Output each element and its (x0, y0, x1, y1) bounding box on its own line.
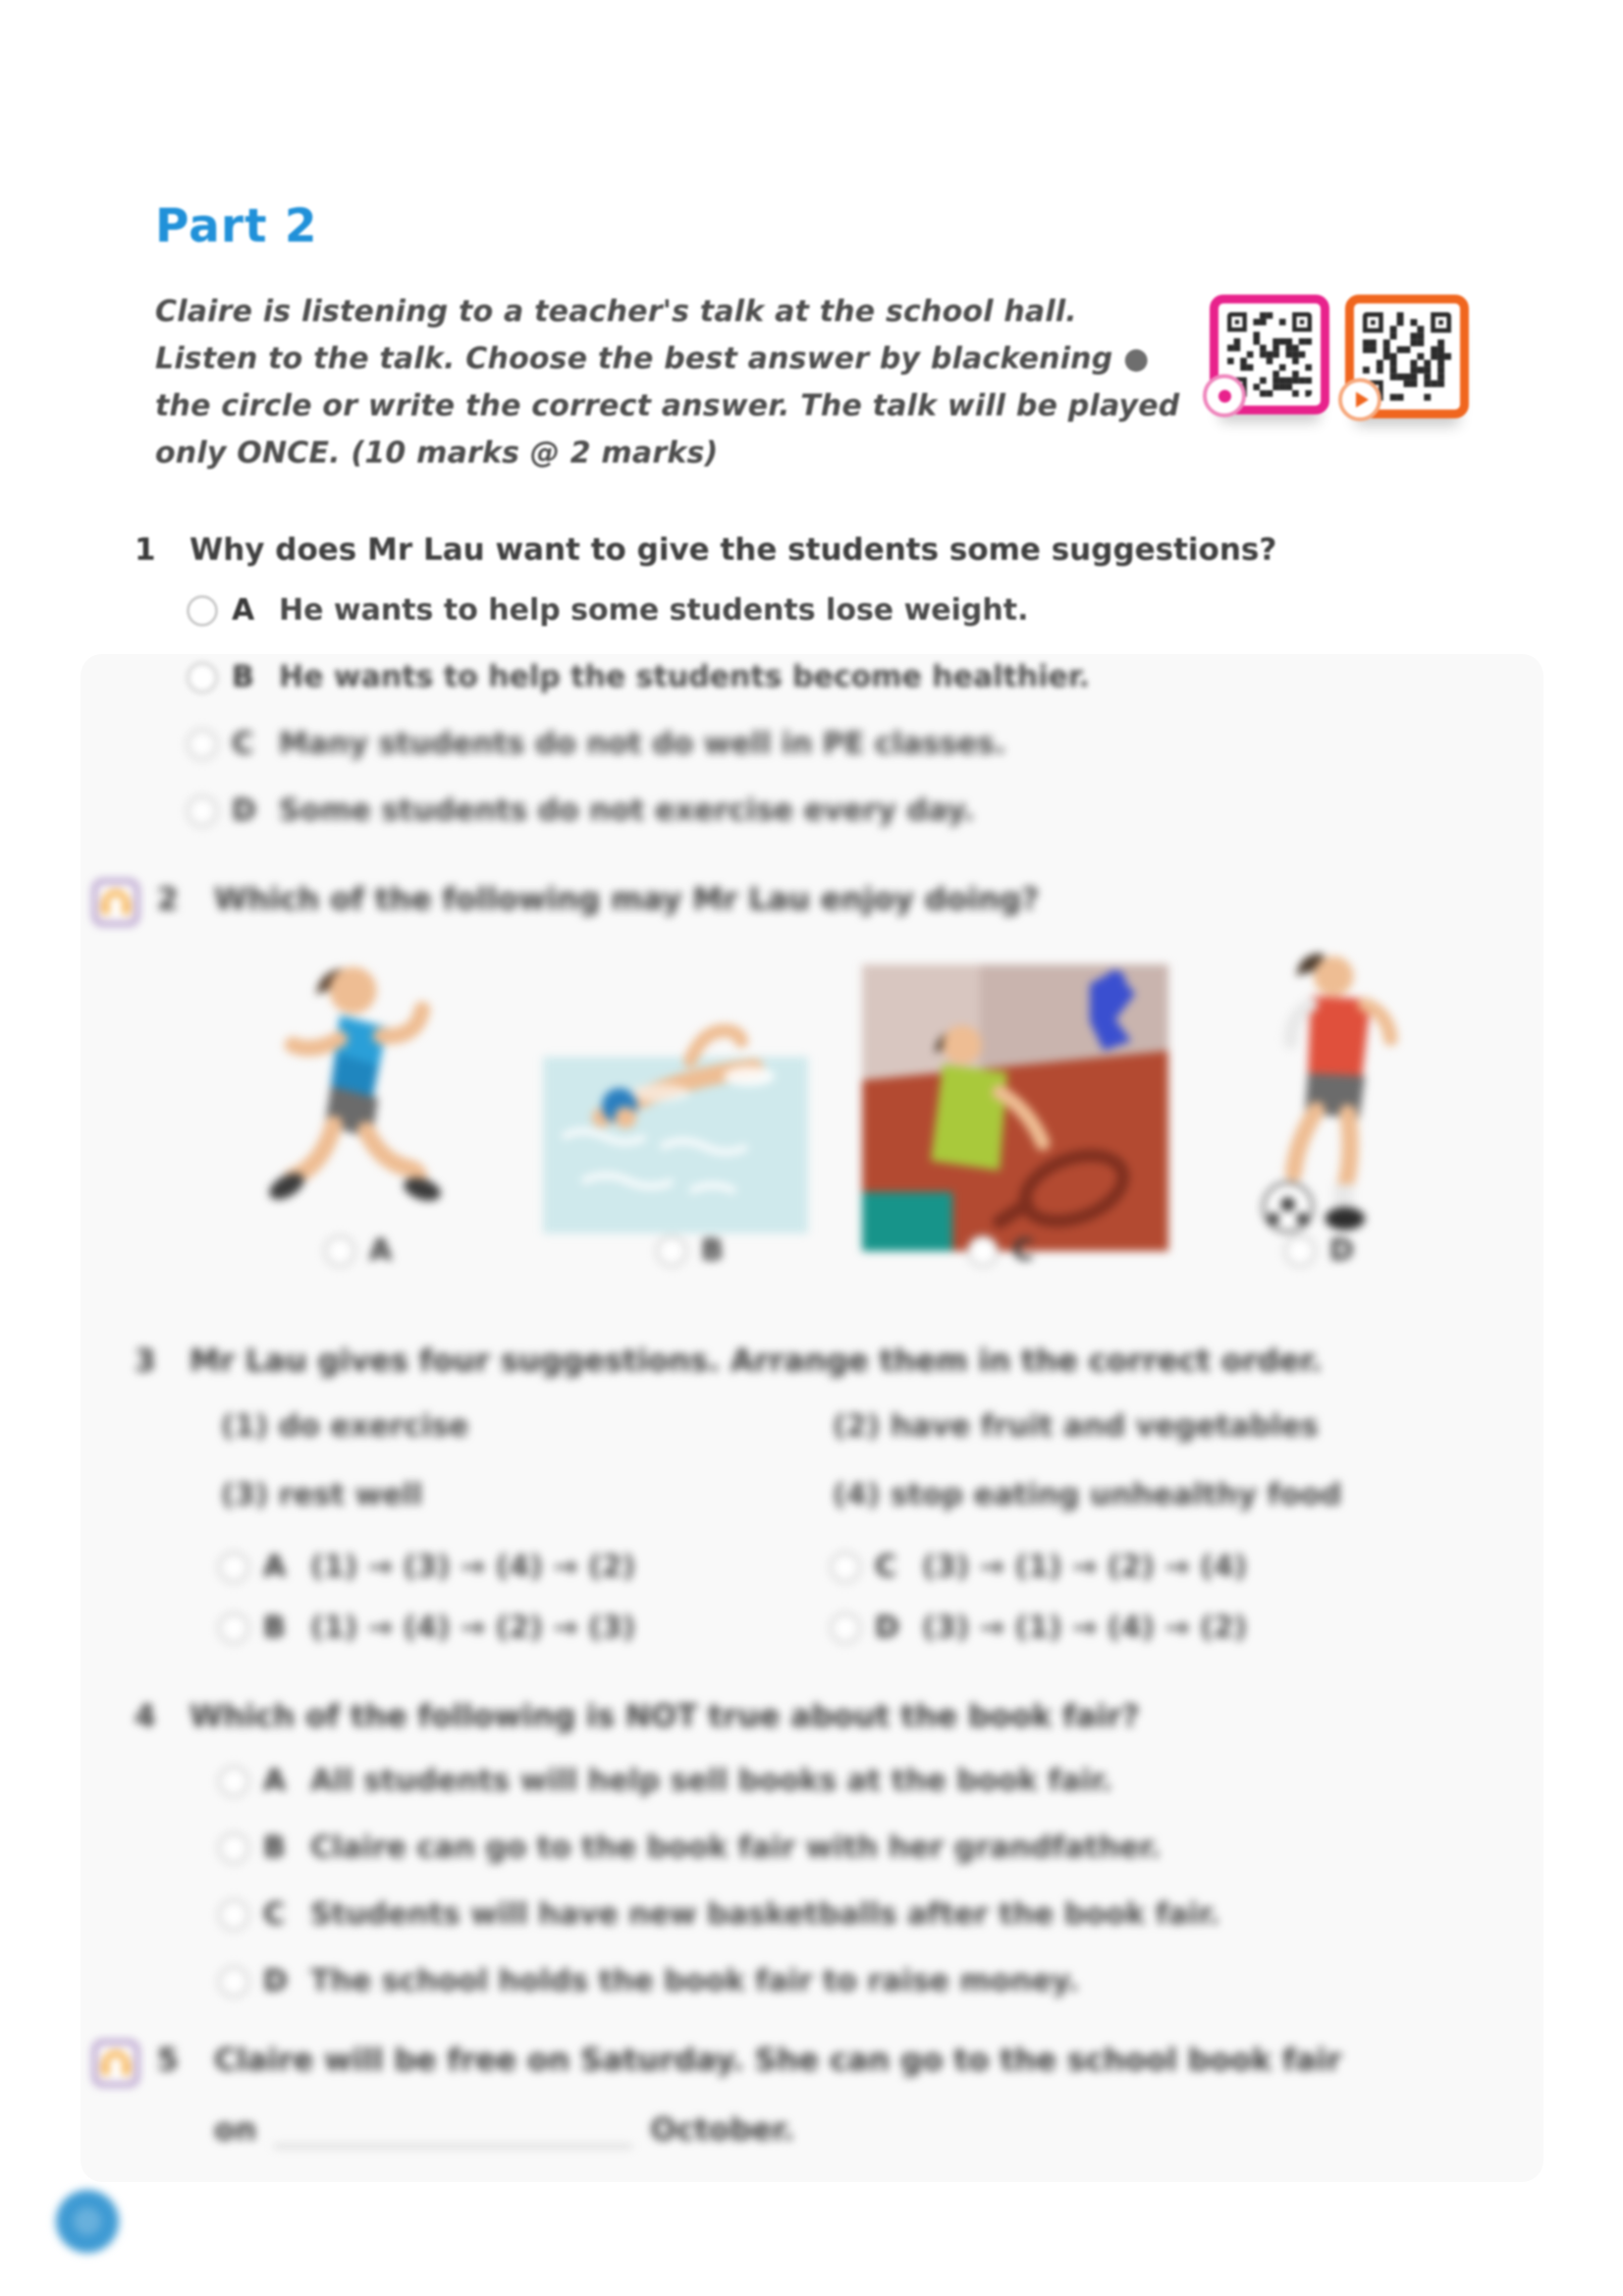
option-letter: A (263, 1764, 287, 1798)
blacken-dot-icon: ● (1123, 342, 1150, 376)
option-text: (3) → (1) → (4) → (2) (922, 1611, 1248, 1645)
option-row (187, 727, 1005, 761)
audio-icon (93, 2041, 138, 2086)
option-row (830, 1550, 1247, 1584)
option-row (830, 1611, 1247, 1645)
question-stem: Which of the following is NOT true about the book fair? (189, 1699, 1140, 1734)
option-text: (3) → (1) → (2) → (4) (922, 1550, 1248, 1584)
option-row (187, 793, 975, 828)
option-letter: D (1329, 1233, 1354, 1268)
option-text: (1) → (4) → (2) → (3) (310, 1611, 636, 1645)
option-letter: C (263, 1897, 286, 1932)
question-stem: Claire will be free on Saturday. She can go to the school book fair (214, 2043, 1342, 2078)
answer-radio-q3-c[interactable] (830, 1552, 861, 1583)
instructions-line-3: the circle or write the correct answer. The talk will be played (155, 389, 1180, 423)
option-text: All students will help sell books at the book fair. (310, 1764, 1112, 1798)
option-letter: C (232, 727, 254, 761)
blank-prefix: on (214, 2112, 257, 2148)
order-item-1: (1) do exercise (221, 1409, 469, 1444)
question-number: 5 (157, 2043, 179, 2078)
answer-radio-q1-d[interactable] (187, 795, 218, 827)
answer-radio-q3-b[interactable] (218, 1613, 249, 1644)
option-row (218, 1611, 635, 1645)
option-letter: D (875, 1611, 899, 1645)
answer-radio-q2-c[interactable] (967, 1235, 999, 1267)
option-letter: A (369, 1233, 393, 1268)
order-item-4: (4) stop eating unhealthy food (833, 1478, 1342, 1512)
page-number-badge (56, 2190, 119, 2253)
sport-image-swimming (543, 1000, 808, 1233)
question-stem: Mr Lau gives four suggestions. Arrange them in the correct order. (189, 1343, 1323, 1379)
option-text: Claire can go to the book fair with her grandfather. (310, 1831, 1162, 1865)
answer-radio-q4-a[interactable] (218, 1766, 249, 1797)
answer-radio-q3-d[interactable] (830, 1613, 861, 1644)
option-row (656, 1233, 734, 1268)
part-title: Part 2 (155, 199, 318, 253)
option-letter: C (1012, 1233, 1035, 1268)
option-letter: D (263, 1964, 288, 1998)
option-letter: B (263, 1611, 286, 1645)
option-text: He wants to help the students become healthier. (279, 660, 1090, 694)
answer-radio-q4-b[interactable] (218, 1832, 249, 1864)
order-item-3: (3) rest well (221, 1478, 423, 1512)
option-text: Some students do not exercise every day. (279, 793, 975, 828)
audio-icon (93, 880, 138, 925)
option-row (218, 1897, 1219, 1932)
instructions-line-4: only ONCE. (10 marks @ 2 marks) (155, 436, 719, 470)
question-number: 2 (157, 882, 179, 917)
blank-suffix: October. (650, 2112, 795, 2148)
option-text: (1) → (3) → (4) → (2) (310, 1550, 636, 1584)
answer-blank[interactable] (274, 2111, 632, 2148)
option-text: He wants to help some students lose weight. (279, 593, 1029, 628)
fill-in-line (214, 2111, 794, 2148)
answer-radio-q2-a[interactable] (324, 1235, 355, 1267)
question-number: 3 (135, 1343, 156, 1379)
option-row (218, 1764, 1112, 1798)
answer-radio-q4-c[interactable] (218, 1899, 249, 1931)
option-row (324, 1233, 403, 1268)
option-letter: B (701, 1233, 724, 1268)
question-stem: Why does Mr Lau want to give the students some suggestions? (189, 532, 1277, 568)
instructions-line-2-text: Listen to the talk. Choose the best answer by blackening (155, 342, 1113, 376)
option-text: Many students do not do well in PE classes. (279, 727, 1006, 761)
answer-radio-q2-b[interactable] (656, 1235, 687, 1267)
option-letter: A (263, 1550, 287, 1584)
answer-radio-q4-d[interactable] (218, 1966, 249, 1997)
order-item-2: (2) have fruit and vegetables (833, 1409, 1319, 1444)
option-row (967, 1233, 1046, 1268)
option-text: Students will have new basketballs after the book fair. (310, 1897, 1220, 1932)
option-row (1284, 1233, 1363, 1268)
option-text: The school holds the book fair to raise money. (310, 1964, 1080, 1998)
option-letter: B (232, 660, 254, 694)
question-number: 1 (135, 532, 156, 568)
question-number: 4 (135, 1699, 156, 1734)
headphones-icon (101, 2050, 131, 2077)
sport-image-football (1239, 945, 1411, 1244)
option-row (218, 1550, 635, 1584)
sport-image-running (260, 945, 496, 1239)
question-stem: Which of the following may Mr Lau enjoy doing? (214, 882, 1040, 917)
option-letter: C (875, 1550, 897, 1584)
sport-image-tennis (862, 964, 1168, 1251)
answer-radio-q3-a[interactable] (218, 1552, 249, 1583)
option-letter: A (232, 593, 255, 628)
instructions-line-1: Claire is listening to a teacher's talk at the school hall. (155, 295, 1077, 329)
headphones-icon (101, 889, 131, 916)
option-letter: D (232, 793, 256, 828)
option-row (218, 1964, 1079, 1998)
answer-radio-q1-c[interactable] (187, 729, 218, 760)
option-letter: B (263, 1831, 286, 1865)
answer-radio-q2-d[interactable] (1284, 1235, 1316, 1267)
option-row (218, 1831, 1161, 1865)
